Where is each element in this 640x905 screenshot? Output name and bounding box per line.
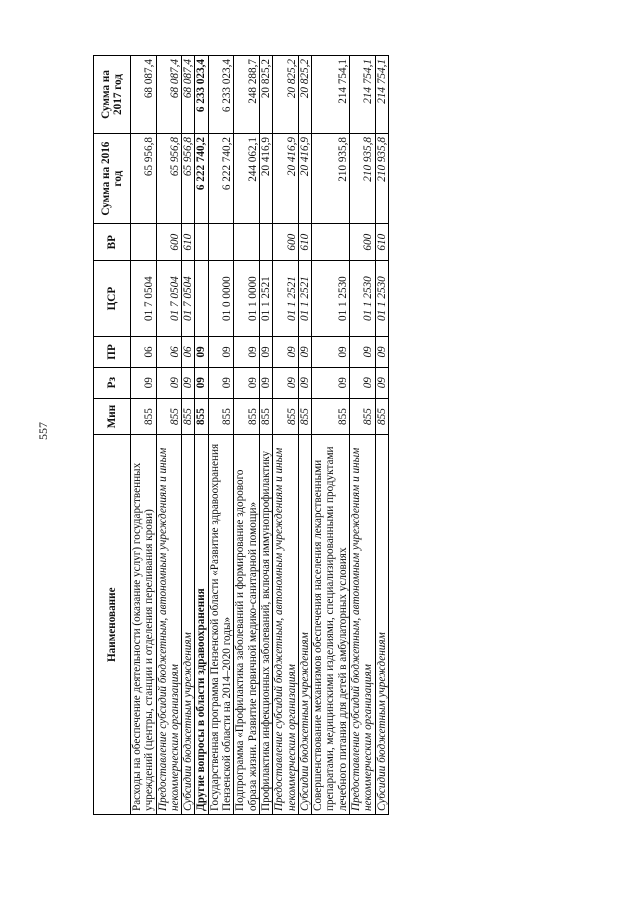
cell-sum-2016: 6 222 740,2	[195, 133, 208, 223]
cell-csr: 01 7 0504	[182, 261, 195, 337]
cell-vr: 600	[350, 224, 376, 261]
header-sum-2016: Сумма на 2016 год	[94, 133, 131, 223]
cell-min: 855	[312, 398, 350, 435]
cell-vr: 600	[156, 224, 182, 261]
cell-vr: 610	[298, 224, 311, 261]
cell-csr: 01 1 2530	[312, 261, 350, 337]
cell-sum-2016: 6 222 740,2	[208, 133, 234, 223]
cell-min: 855	[131, 398, 157, 435]
cell-vr	[259, 224, 272, 261]
cell-sum-2016: 20 416,9	[259, 133, 272, 223]
table-row	[298, 56, 311, 815]
cell-name: Совершенствование механизмов обеспечения населения лекарственными препаратами, медицинскими изделиями, специализированными продуктами лечебного питания для детей в амбулаторных условиях	[312, 435, 350, 815]
cell-csr: 01 1 2530	[350, 261, 376, 337]
cell-sum-2016: 65 956,8	[156, 133, 182, 223]
table-header-row	[94, 56, 131, 815]
cell-rz: 09	[208, 367, 234, 398]
cell-sum-2017: 20 825,2	[259, 56, 272, 134]
cell-sum-2017: 248 288,7	[234, 56, 260, 134]
cell-sum-2017: 214 754,1	[312, 56, 350, 134]
cell-min: 855	[375, 398, 388, 435]
cell-pr: 09	[375, 337, 388, 368]
cell-name: Расходы на обеспечение деятельности (оказание услуг) государственных учреждений (центры, станции и отделения переливания крови)	[131, 435, 157, 815]
cell-pr: 09	[208, 337, 234, 368]
cell-rz: 09	[375, 367, 388, 398]
cell-sum-2017: 6 233 023,4	[195, 56, 208, 134]
cell-name: Подпрограмма «Профилактика заболеваний и формирование здорового образа жизни. Развитие первичной медико-санитарной помощи»	[234, 435, 260, 815]
cell-sum-2016: 210 935,8	[312, 133, 350, 223]
cell-name: Субсидии бюджетным учреждениям	[298, 435, 311, 815]
cell-sum-2017: 68 087,4	[131, 56, 157, 134]
table-row	[182, 56, 195, 815]
cell-sum-2017: 214 754,1	[350, 56, 376, 134]
cell-sum-2016: 210 935,8	[350, 133, 376, 223]
cell-csr	[195, 261, 208, 337]
table-row	[350, 56, 376, 815]
cell-name: Предоставление субсидий бюджетным, автономным учреждениям и иным некоммерческим организациям	[156, 435, 182, 815]
cell-name: Государственная программа Пензенской области «Развитие здравоохранения Пензенской области на 2014–2020 годы»	[208, 435, 234, 815]
cell-csr: 01 1 2521	[259, 261, 272, 337]
cell-sum-2016: 210 935,8	[375, 133, 388, 223]
cell-rz: 09	[131, 367, 157, 398]
table-row	[131, 56, 157, 815]
header-rz: Рз	[94, 367, 131, 398]
header-pr: ПР	[94, 337, 131, 368]
cell-vr	[195, 224, 208, 261]
cell-min: 855	[182, 398, 195, 435]
cell-pr: 09	[350, 337, 376, 368]
cell-name: Предоставление субсидий бюджетным, автономным учреждениям и иным некоммерческим организациям	[273, 435, 299, 815]
cell-name: Профилактика инфекционных заболеваний, включая иммунопрофилактику	[259, 435, 272, 815]
header-sum-2017: Сумма на 2017 год	[94, 56, 131, 134]
cell-name: Другие вопросы в области здравоохранения	[195, 435, 208, 815]
table-row	[259, 56, 272, 815]
cell-sum-2017: 214 754,1	[375, 56, 388, 134]
cell-rz: 09	[298, 367, 311, 398]
cell-vr	[234, 224, 260, 261]
cell-vr	[312, 224, 350, 261]
table-row	[375, 56, 388, 815]
cell-pr: 06	[156, 337, 182, 368]
cell-sum-2016: 244 062,1	[234, 133, 260, 223]
page-number: 557	[36, 422, 50, 440]
cell-vr: 610	[375, 224, 388, 261]
cell-sum-2016: 65 956,8	[131, 133, 157, 223]
cell-vr: 600	[273, 224, 299, 261]
cell-min: 855	[234, 398, 260, 435]
header-name: Наименование	[94, 435, 131, 815]
cell-pr: 09	[234, 337, 260, 368]
cell-rz: 09	[350, 367, 376, 398]
cell-sum-2017: 20 825,2	[273, 56, 299, 134]
cell-pr: 09	[298, 337, 311, 368]
cell-min: 855	[350, 398, 376, 435]
table-row	[234, 56, 260, 815]
cell-min: 855	[208, 398, 234, 435]
table-row	[208, 56, 234, 815]
cell-vr	[131, 224, 157, 261]
cell-min: 855	[259, 398, 272, 435]
cell-rz: 09	[182, 367, 195, 398]
cell-sum-2017: 6 233 023,4	[208, 56, 234, 134]
cell-rz: 09	[156, 367, 182, 398]
cell-min: 855	[195, 398, 208, 435]
header-vr: ВР	[94, 224, 131, 261]
cell-sum-2017: 68 087,4	[182, 56, 195, 134]
cell-sum-2016: 65 956,8	[182, 133, 195, 223]
cell-sum-2017: 68 087,4	[156, 56, 182, 134]
header-min: Мин	[94, 398, 131, 435]
cell-csr: 01 7 0504	[156, 261, 182, 337]
cell-pr: 06	[182, 337, 195, 368]
cell-csr: 01 1 2521	[298, 261, 311, 337]
table-row	[195, 56, 208, 815]
cell-vr: 610	[182, 224, 195, 261]
cell-csr: 01 1 2530	[375, 261, 388, 337]
cell-csr: 01 1 0000	[234, 261, 260, 337]
cell-name: Субсидии бюджетным учреждениям	[375, 435, 388, 815]
cell-sum-2016: 20 416,9	[273, 133, 299, 223]
table-body	[131, 56, 389, 815]
cell-csr: 01 1 2521	[273, 261, 299, 337]
header-csr: ЦСР	[94, 261, 131, 337]
cell-rz: 09	[259, 367, 272, 398]
cell-min: 855	[273, 398, 299, 435]
cell-min: 855	[156, 398, 182, 435]
cell-pr: 09	[259, 337, 272, 368]
cell-rz: 09	[312, 367, 350, 398]
cell-min: 855	[298, 398, 311, 435]
cell-sum-2017: 20 825,2	[298, 56, 311, 134]
table-row	[312, 56, 350, 815]
cell-pr: 09	[273, 337, 299, 368]
cell-csr: 01 7 0504	[131, 261, 157, 337]
cell-rz: 09	[234, 367, 260, 398]
cell-name: Субсидии бюджетным учреждениям	[182, 435, 195, 815]
cell-sum-2016: 20 416,9	[298, 133, 311, 223]
cell-vr	[208, 224, 234, 261]
cell-csr: 01 0 0000	[208, 261, 234, 337]
cell-rz: 09	[273, 367, 299, 398]
budget-table	[93, 55, 389, 815]
budget-table-page	[93, 55, 473, 815]
cell-pr: 09	[195, 337, 208, 368]
table-row	[273, 56, 299, 815]
cell-pr: 09	[312, 337, 350, 368]
cell-pr: 06	[131, 337, 157, 368]
table-row	[156, 56, 182, 815]
cell-rz: 09	[195, 367, 208, 398]
cell-name: Предоставление субсидий бюджетным, автономным учреждениям и иным некоммерческим организациям	[350, 435, 376, 815]
